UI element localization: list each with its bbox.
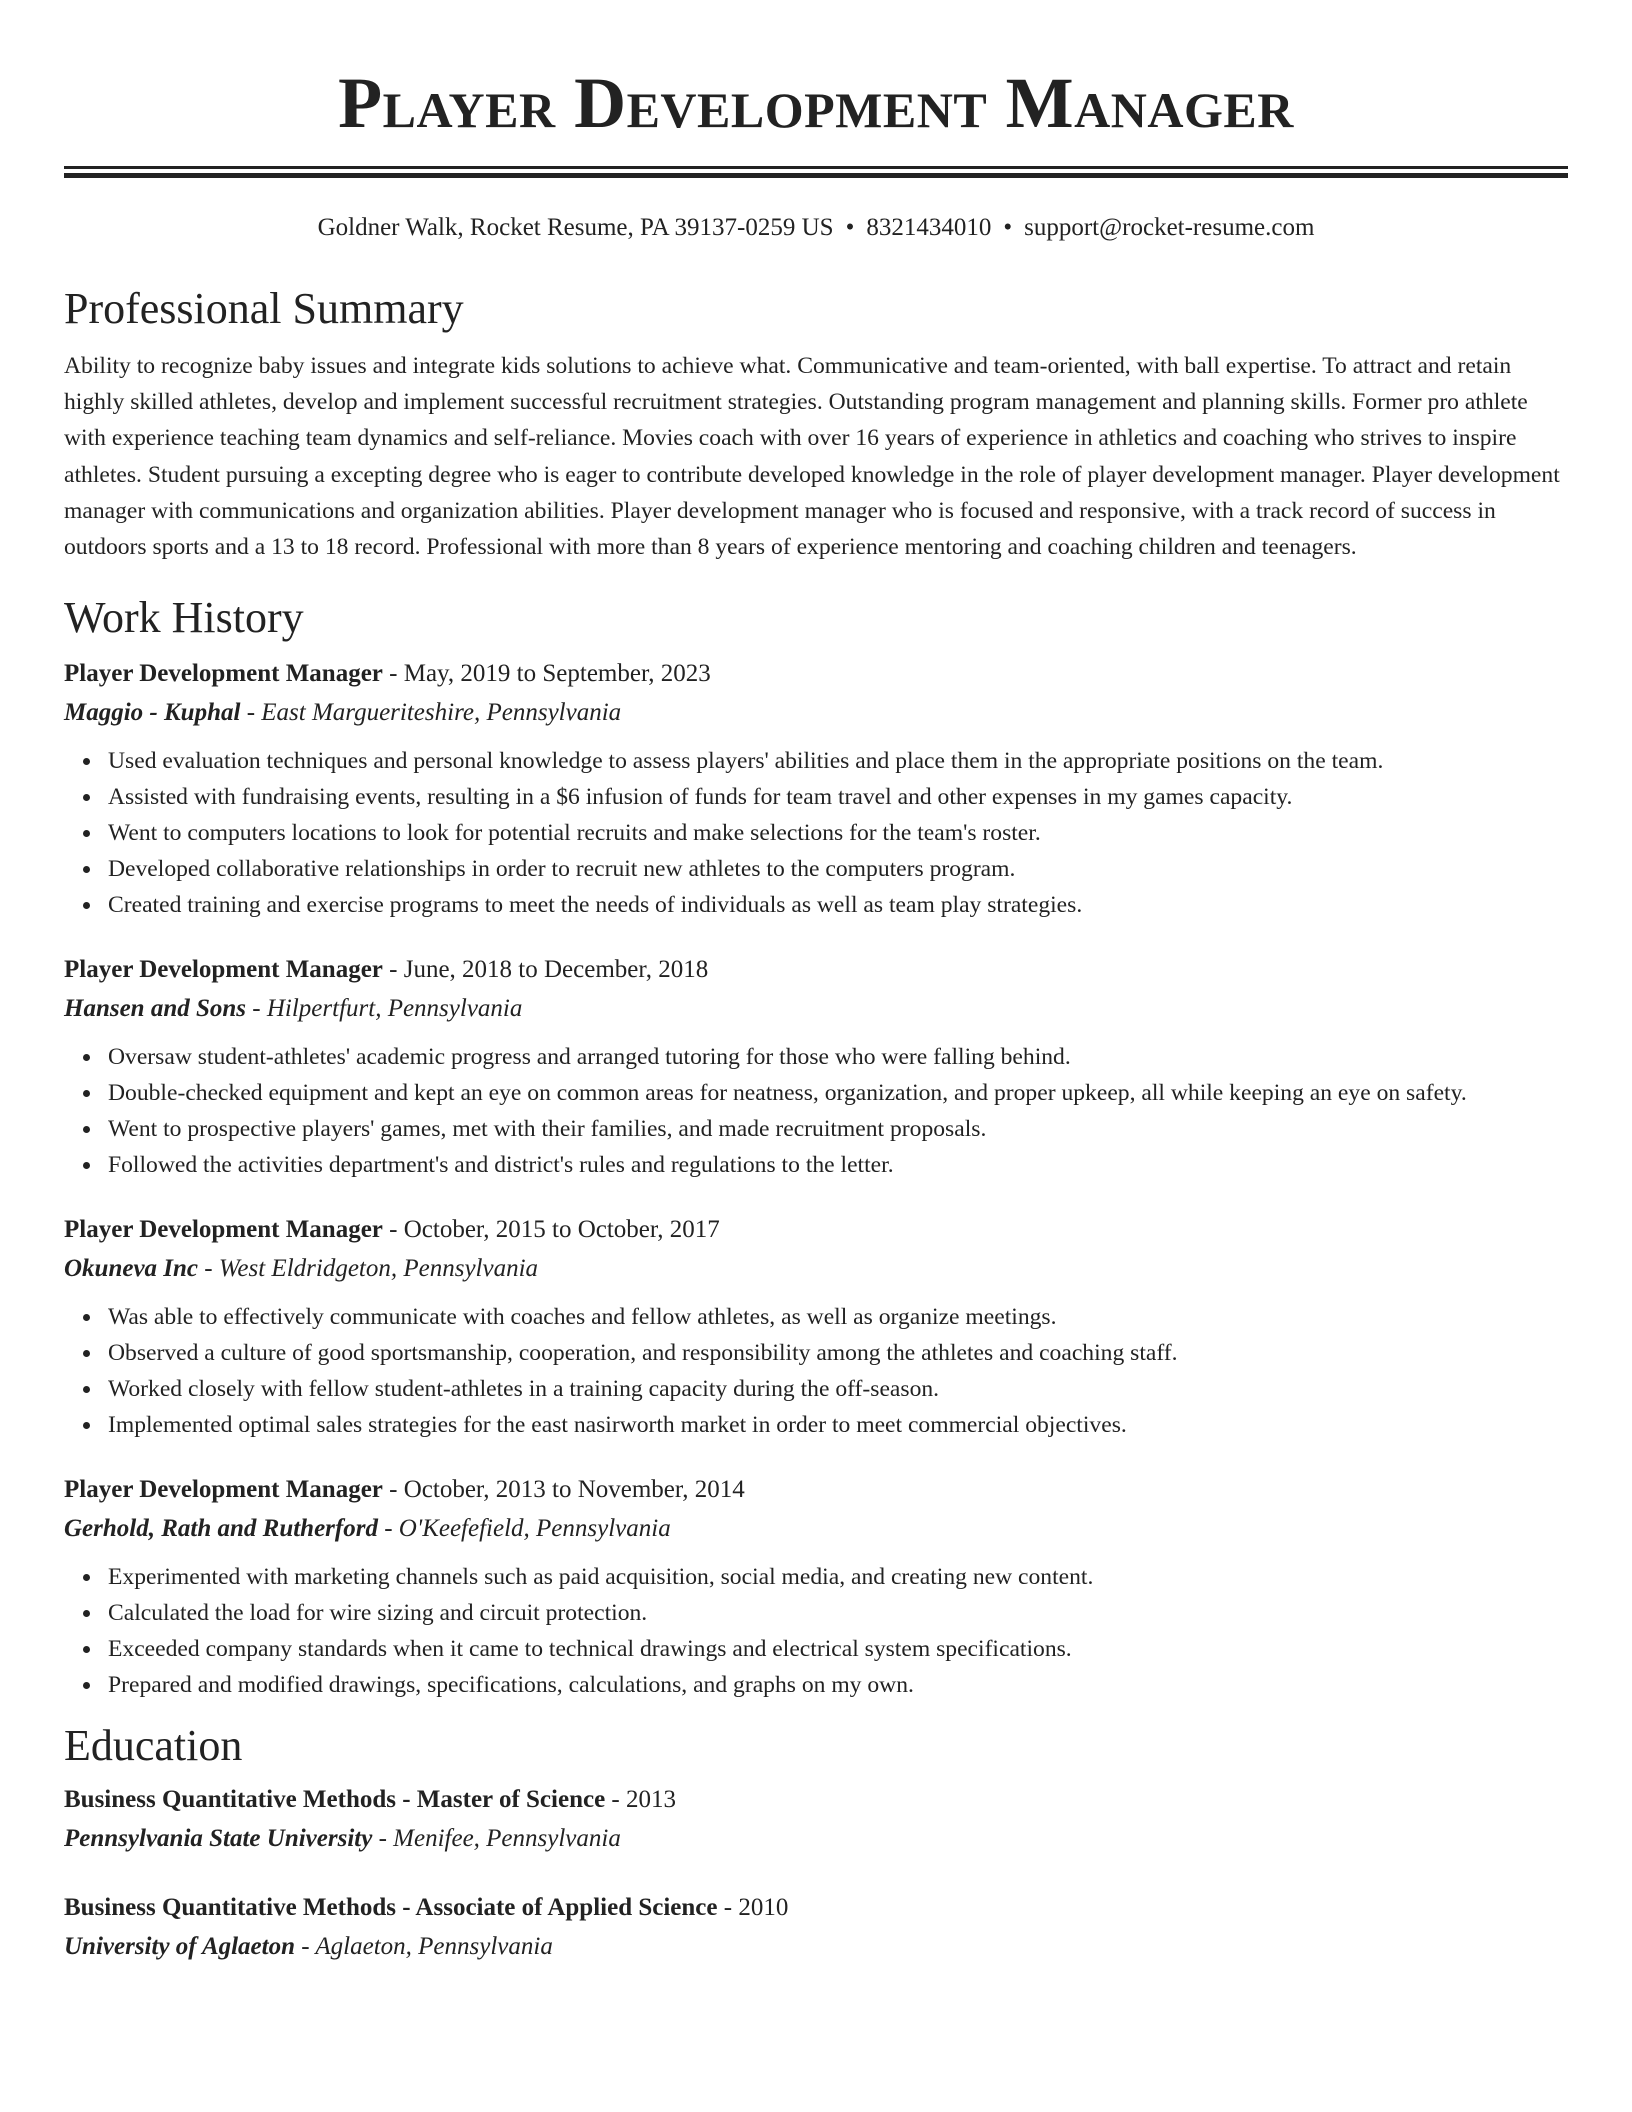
list-item: Implemented optimal sales strategies for the east nasirworth market in order to meet commercial objectives.: [108, 1407, 1568, 1443]
job-dates: - October, 2013 to November, 2014: [382, 1476, 745, 1504]
job-bullets: [64, 743, 1568, 923]
education-entry: [64, 1781, 1568, 1859]
resume-title: Player Development Manager: [338, 63, 1294, 143]
job-title: Player Development Manager: [64, 660, 383, 688]
education-degree: Business Quantitative Methods - Master of Science: [64, 1786, 606, 1814]
job-bullets: [64, 1299, 1568, 1443]
list-item: Exceeded company standards when it came to technical drawings and electrical system specifications.: [108, 1631, 1568, 1667]
contact-email: support@rocket-resume.com: [1024, 214, 1315, 241]
job-entry: [64, 951, 1568, 1183]
title-divider: [64, 166, 1568, 178]
job-header: [64, 951, 1568, 989]
summary-text: Ability to recognize baby issues and integrate kids solutions to achieve what. Communicative and team-oriented, with ball expertise. To attract and retain highly skilled athletes, develop and implement successful recruitment strategies. Outstanding program management and planning skills. Former pro athlete with experience teaching team dynamics and self-reliance. Movies coach with over 16 years of experience in athletics and coaching who strives to inspire athletes. Student pursuing a excepting degree who is eager to contribute developed knowledge in the role of player development manager. Player development manager with communications and organization abilities. Player development manager who is focused and responsive, with a track record of success in outdoors sports and a 13 to 18 record. Professional with more than 8 years of experience mentoring and coaching children and teenagers.: [64, 353, 1560, 561]
education-school-line: [64, 1927, 1568, 1967]
job-bullets: [64, 1559, 1568, 1703]
job-employer: [64, 1509, 1568, 1549]
job-company: Okuneva Inc: [64, 1255, 199, 1283]
education-year: - 2013: [605, 1786, 676, 1814]
list-item: Prepared and modified drawings, specifications, calculations, and graphs on my own.: [108, 1667, 1568, 1703]
list-item: Worked closely with fellow student-athletes in a training capacity during the off-season.: [108, 1371, 1568, 1407]
job-entry: [64, 655, 1568, 923]
list-item: Went to prospective players' games, met with their families, and made recruitment proposals.: [108, 1111, 1568, 1147]
job-company: Maggio - Kuphal: [64, 699, 241, 727]
job-dates: - May, 2019 to September, 2023: [382, 660, 711, 688]
job-employer: [64, 693, 1568, 733]
list-item: Experimented with marketing channels such as paid acquisition, social media, and creating new content.: [108, 1559, 1568, 1595]
job-bullets: [64, 1039, 1568, 1183]
education-school: Pennsylvania State University: [64, 1825, 373, 1853]
work-history-heading: Work History: [64, 593, 304, 643]
education-location: - Aglaeton, Pennsylvania: [295, 1933, 553, 1961]
job-header: [64, 1471, 1568, 1509]
contact-address: Goldner Walk, Rocket Resume, PA 39137-0259 US: [317, 214, 834, 241]
education-school-line: [64, 1819, 1568, 1859]
list-item: Was able to effectively communicate with coaches and fellow athletes, as well as organize meetings.: [108, 1299, 1568, 1335]
education-degree: Business Quantitative Methods - Associate of Applied Science: [64, 1894, 718, 1922]
job-title: Player Development Manager: [64, 1476, 383, 1504]
job-location: - Hilpertfurt, Pennsylvania: [246, 995, 523, 1023]
job-entry: [64, 1471, 1568, 1703]
job-employer: [64, 989, 1568, 1029]
list-item: Followed the activities department's and district's rules and regulations to the letter.: [108, 1147, 1568, 1183]
education-school: University of Aglaeton: [64, 1933, 296, 1961]
education-year: - 2010: [717, 1894, 789, 1922]
list-item: Used evaluation techniques and personal knowledge to assess players' abilities and place them in the appropriate positions on the team.: [108, 743, 1568, 779]
contact-separator: •: [1003, 214, 1013, 241]
contact-separator: •: [845, 214, 855, 241]
education-header: [64, 1781, 1568, 1819]
list-item: Created training and exercise programs to meet the needs of individuals as well as team play strategies.: [108, 887, 1568, 923]
education-entry: [64, 1889, 1568, 1967]
job-dates: - June, 2018 to December, 2018: [382, 956, 709, 984]
list-item: Developed collaborative relationships in order to recruit new athletes to the computers program.: [108, 851, 1568, 887]
list-item: Calculated the load for wire sizing and circuit protection.: [108, 1595, 1568, 1631]
list-item: Assisted with fundraising events, resulting in a $6 infusion of funds for team travel and other expenses in my games capacity.: [108, 779, 1568, 815]
job-header: [64, 655, 1568, 693]
job-location: - East Margueriteshire, Pennsylvania: [240, 699, 622, 727]
education-heading: Education: [64, 1721, 243, 1771]
job-employer: [64, 1249, 1568, 1289]
job-company: Gerhold, Rath and Rutherford: [64, 1515, 378, 1543]
list-item: Went to computers locations to look for potential recruits and make selections for the team's roster.: [108, 815, 1568, 851]
list-item: Observed a culture of good sportsmanship, cooperation, and responsibility among the athletes and coaching staff.: [108, 1335, 1568, 1371]
job-location: - West Eldridgeton, Pennsylvania: [198, 1255, 539, 1283]
job-title: Player Development Manager: [64, 1216, 383, 1244]
job-location: - O'Keefefield, Pennsylvania: [377, 1515, 671, 1543]
job-header: [64, 1211, 1568, 1249]
list-item: Double-checked equipment and kept an eye on common areas for neatness, organization, and proper upkeep, all while keeping an eye on safety.: [108, 1075, 1568, 1111]
list-item: Oversaw student-athletes' academic progress and arranged tutoring for those who were falling behind.: [108, 1039, 1568, 1075]
job-company: Hansen and Sons: [64, 995, 247, 1023]
summary-heading: Professional Summary: [64, 284, 464, 333]
contact-phone: 8321434010: [866, 214, 992, 241]
job-title: Player Development Manager: [64, 956, 383, 984]
job-dates: - October, 2015 to October, 2017: [382, 1216, 720, 1244]
education-header: [64, 1889, 1568, 1927]
job-entry: [64, 1211, 1568, 1443]
education-location: - Menifee, Pennsylvania: [372, 1825, 621, 1853]
contact-line: [64, 212, 1568, 244]
